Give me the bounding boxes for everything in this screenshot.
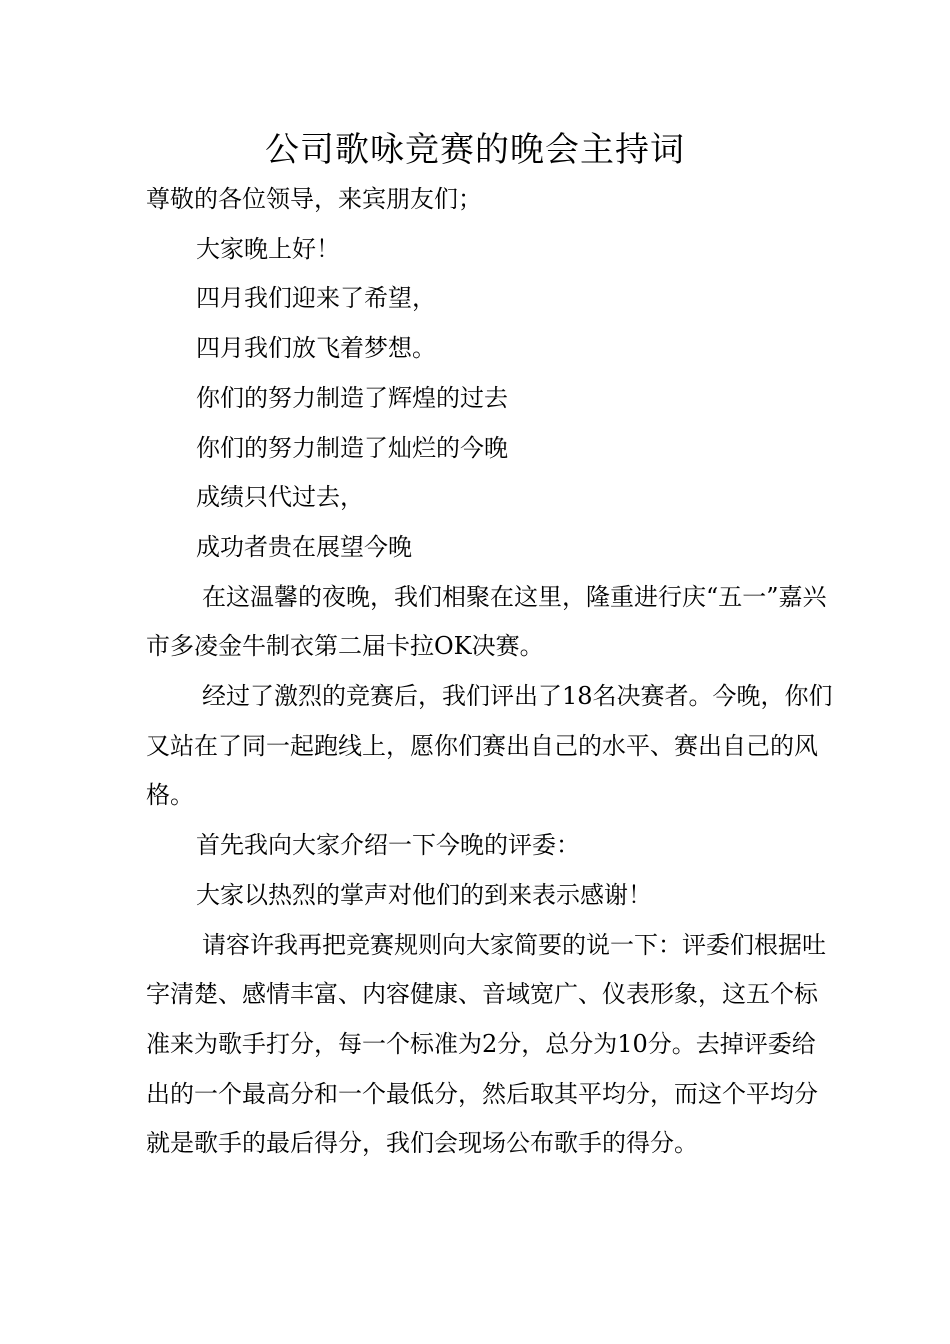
document-body — [146, 175, 836, 1169]
paragraph: 你们的努力制造了灿烂的今晚 — [196, 433, 508, 462]
paragraph: 经过了激烈的竞赛后，我们评出了18名决赛者。今晚，你们又站在了同一起跑线上，愿你们赛出自己的水平、赛出自己的风格。 — [146, 682, 833, 810]
paragraph: 成绩只代过去， — [196, 483, 364, 512]
paragraph: 成功者贵在展望今晚 — [196, 532, 412, 561]
paragraph: 首先我向大家介绍一下今晚的评委： — [196, 831, 580, 860]
paragraph: 你们的努力制造了辉煌的过去 — [196, 383, 508, 412]
paragraph-greeting: 尊敬的各位领导，来宾朋友们； — [146, 185, 482, 213]
paragraph: 大家晚上好！ — [196, 234, 340, 263]
paragraph: 请容许我再把竞赛规则向大家简要的说一下：评委们根据吐字清楚、感情丰富、内容健康、音域宽广、仪表形象，这五个标准来为歌手打分，每一个标准为2分，总分为10分。去掉评委给出的一个最高分和一个最低分，然后取其平均分，而这个平均分就是歌手的最后得分，我们会现场公布歌手的得分。 — [146, 930, 826, 1158]
paragraph: 在这温馨的夜晚，我们相聚在这里，隆重进行庆“五一”嘉兴市多凌金牛制衣第二届卡拉OK决赛。 — [146, 582, 827, 661]
paragraph: 四月我们放飞着梦想。 — [196, 334, 436, 363]
paragraph: 四月我们迎来了希望， — [196, 284, 436, 313]
paragraph: 大家以热烈的掌声对他们的到来表示感谢！ — [196, 880, 652, 909]
document-title: 公司歌咏竞赛的晚会主持词 — [265, 130, 685, 170]
